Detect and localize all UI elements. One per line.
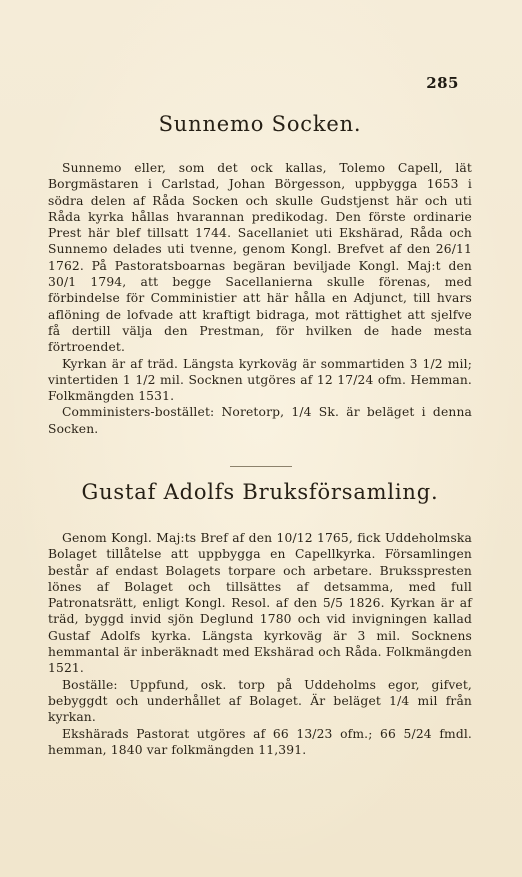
paragraph: Boställe: Uppfund, osk. torp på Uddeholms egor, gifvet, bebyggdt och underhållet af Bolaget. Är beläget 1/4 mil från kyrkan. [48, 677, 472, 725]
paragraph: Kyrkan är af träd. Längsta kyrkoväg är sommartiden 3 1/2 mil; vintertiden 1 1/2 mil. Socknen utgöres af 12 17/24 ofm. Hemman. Folkmängden 1531. [48, 356, 472, 404]
paragraph: Ekshärads Pastorat utgöres af 66 13/23 ofm.; 66 5/24 fmdl. hemman, 1840 var folkmängden 11,391. [48, 726, 472, 757]
section-gustaf-adolf [48, 480, 472, 504]
section-gustaf-adolf-body [48, 530, 472, 758]
page-number: 285 [426, 74, 459, 92]
paragraph: Comministers-bostället: Noretorp, 1/4 Sk. är beläget i denna Socken. [48, 405, 472, 436]
paragraph: Sunnemo eller, som det ock kallas, Tolemo Capell, lät Borgmästaren i Carlstad, Johan Börgesson, uppbygga 1653 i södra delen af Råda Socken och skulle Gudstjenst här och uti Råda kyrka hållas hvarannan predikodag. Den förste ordinarie Prest här blef tillsatt 1744. Sacellaniet uti Ekshärad, Råda och Sunnemo delades uti tvenne, genom Kongl. Brefvet af den 26/11 1762. På Pastoratsboarnas begäran beviljade Kongl. Maj:t den 30/1 1794, att begge Sacellanierna skulle förenas, med förbindelse för Comministier att här hålla en Adjunct, till hvars aflöning de lofvade att kraftigt bidraga, mot rättighet att sjelfve få dertill välja den Prestman, för hvilken de hade mesta förtroendet. [48, 161, 472, 355]
section-title: Sunnemo Socken. [158, 112, 362, 136]
section-sunnemo-body [48, 160, 472, 437]
section-divider [230, 466, 292, 467]
paragraph: Genom Kongl. Maj:ts Bref af den 10/12 1765, fick Uddeholmska Bolaget tillåtelse att uppbygga en Capellkyrka. Församlingen består af endast Bolagets torpare och arbetare. Bruksspresten lönes af Bolaget och tillsättes af detsamma, med full Patronatsrätt, enligt Kongl. Resol. af den 5/5 1826. Kyrkan är af träd, byggd invid sjön Deglund 1780 och vid invigningen kallad Gustaf Adolfs kyrka. Längsta kyrkoväg är 3 mil. Socknens hemmantal är inberäknadt med Ekshärad och Råda. Folkmängden 1521. [48, 531, 472, 676]
section-sunnemo [48, 112, 472, 136]
section-title: Gustaf Adolfs Bruksförsamling. [81, 480, 439, 504]
